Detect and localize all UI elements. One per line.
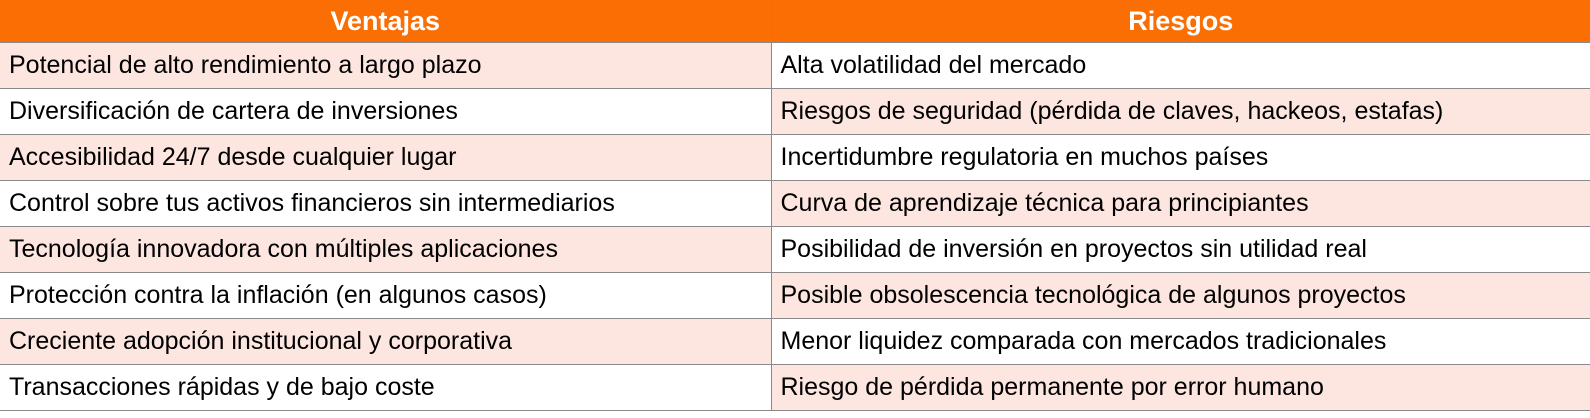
- table-row: [0, 181, 1590, 227]
- riesgo-cell: Menor liquidez comparada con mercados tradicionales: [771, 319, 1590, 365]
- riesgo-cell: Riesgos de seguridad (pérdida de claves, hackeos, estafas): [771, 89, 1590, 135]
- riesgo-cell: Posible obsolescencia tecnológica de algunos proyectos: [771, 273, 1590, 319]
- riesgo-cell: Curva de aprendizaje técnica para principiantes: [771, 181, 1590, 227]
- table-row: [0, 273, 1590, 319]
- riesgo-cell: Riesgo de pérdida permanente por error humano: [771, 365, 1590, 411]
- ventaja-cell: Diversificación de cartera de inversiones: [0, 89, 771, 135]
- header-riesgos: Riesgos: [771, 0, 1590, 43]
- table-row: [0, 43, 1590, 89]
- ventaja-cell: Control sobre tus activos financieros sin intermediarios: [0, 181, 771, 227]
- riesgo-cell: Posibilidad de inversión en proyectos sin utilidad real: [771, 227, 1590, 273]
- ventaja-cell: Tecnología innovadora con múltiples aplicaciones: [0, 227, 771, 273]
- ventaja-cell: Creciente adopción institucional y corporativa: [0, 319, 771, 365]
- table-row: [0, 365, 1590, 411]
- riesgo-cell: Alta volatilidad del mercado: [771, 43, 1590, 89]
- header-ventajas: Ventajas: [0, 0, 771, 43]
- table-row: [0, 89, 1590, 135]
- ventaja-cell: Transacciones rápidas y de bajo coste: [0, 365, 771, 411]
- ventaja-cell: Potencial de alto rendimiento a largo plazo: [0, 43, 771, 89]
- riesgo-cell: Incertidumbre regulatoria en muchos países: [771, 135, 1590, 181]
- table-row: [0, 227, 1590, 273]
- table-row: [0, 319, 1590, 365]
- ventaja-cell: Accesibilidad 24/7 desde cualquier lugar: [0, 135, 771, 181]
- table-row: [0, 135, 1590, 181]
- ventaja-cell: Protección contra la inflación (en algunos casos): [0, 273, 771, 319]
- table-header-row: [0, 0, 1590, 43]
